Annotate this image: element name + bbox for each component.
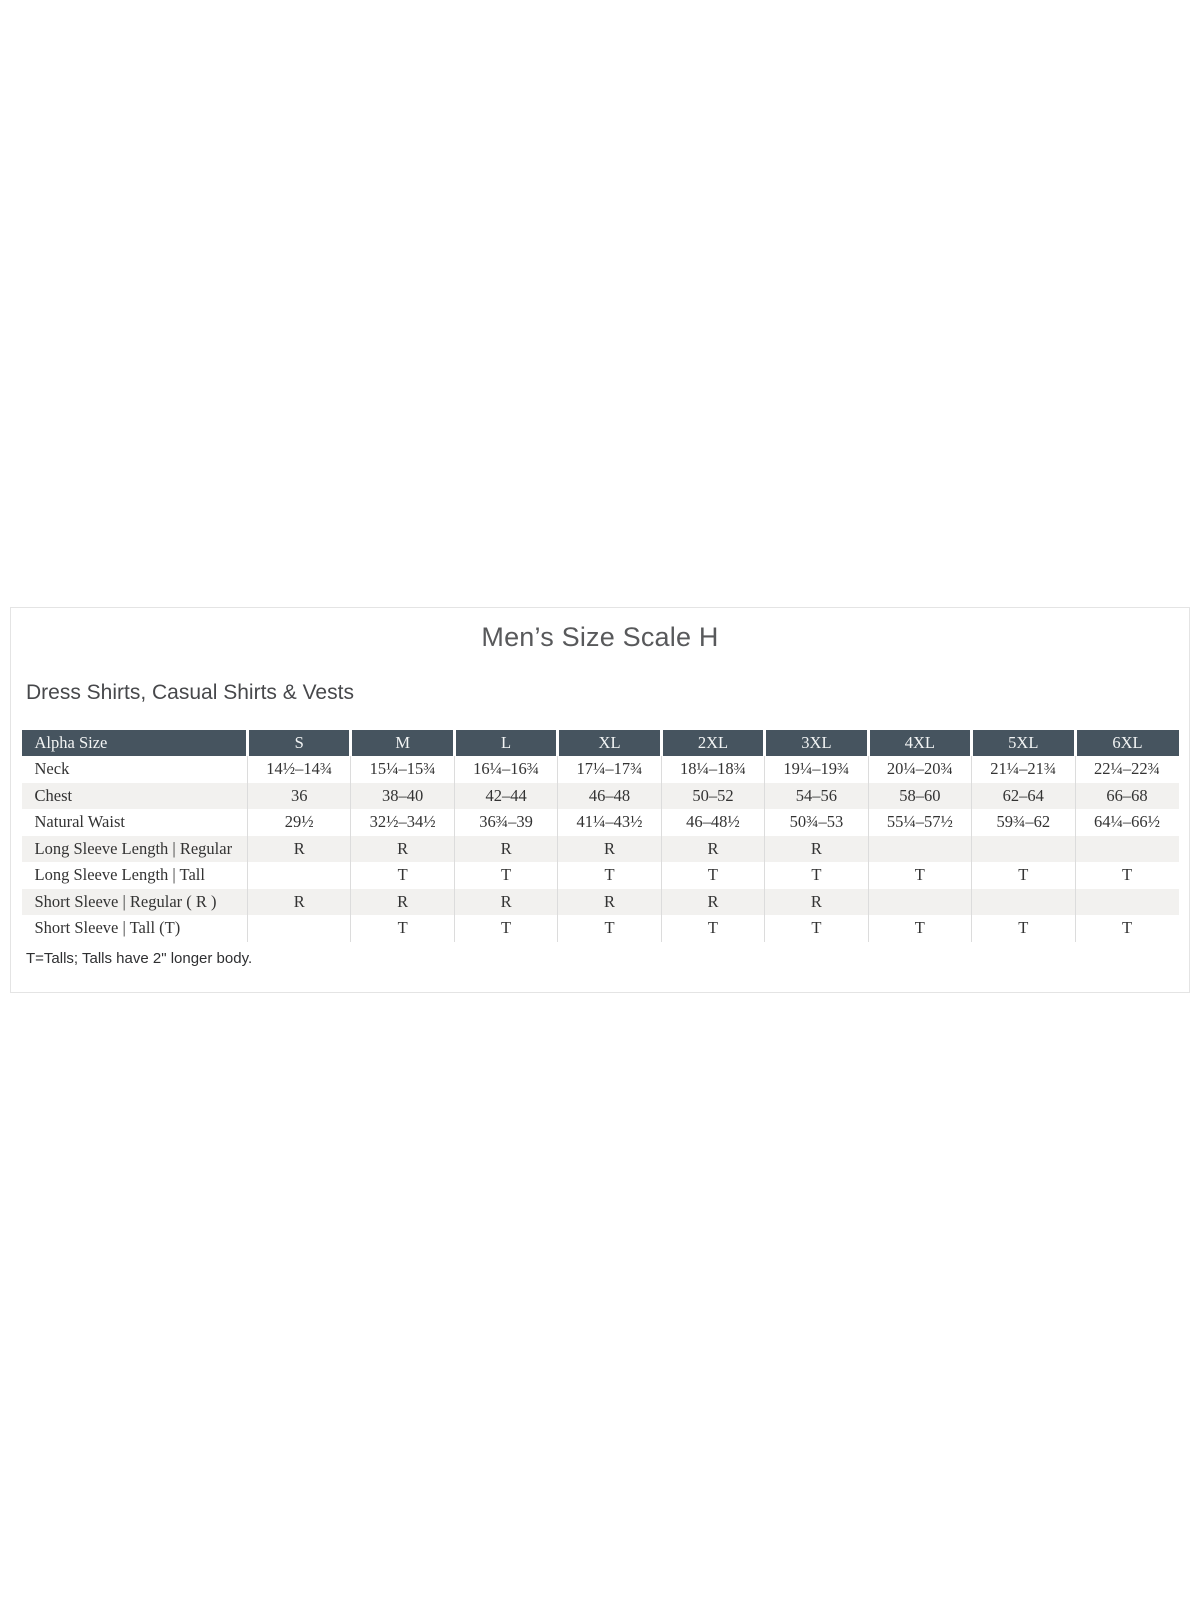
size-chart-panel (10, 607, 1190, 993)
size-column-header: M (351, 730, 454, 756)
size-value-cell: R (765, 836, 868, 863)
size-value-cell: 18¼–18¾ (661, 756, 764, 783)
table-header-row (22, 730, 1179, 756)
row-label: Long Sleeve Length | Tall (22, 862, 248, 889)
size-value-cell: T (558, 862, 661, 889)
size-column-header: 4XL (868, 730, 971, 756)
table-row (22, 862, 1179, 889)
size-value-cell (868, 836, 971, 863)
size-value-cell: 16¼–16¾ (454, 756, 557, 783)
size-value-cell: R (248, 836, 351, 863)
size-value-cell: T (558, 915, 661, 942)
size-value-cell: 19¼–19¾ (765, 756, 868, 783)
size-value-cell: 21¼–21¾ (972, 756, 1075, 783)
size-value-cell: 22¼–22¾ (1075, 756, 1179, 783)
table-row (22, 915, 1179, 942)
row-label: Short Sleeve | Tall (T) (22, 915, 248, 942)
table-row (22, 783, 1179, 810)
size-value-cell: T (351, 915, 454, 942)
size-value-cell: 62–64 (972, 783, 1075, 810)
size-column-header: 6XL (1075, 730, 1179, 756)
size-value-cell: T (454, 862, 557, 889)
size-value-cell: T (868, 862, 971, 889)
size-value-cell: 17¼–17¾ (558, 756, 661, 783)
table-row (22, 809, 1179, 836)
row-label: Chest (22, 783, 248, 810)
table-row (22, 836, 1179, 863)
size-value-cell: 64¼–66½ (1075, 809, 1179, 836)
size-value-cell: R (661, 889, 764, 916)
size-value-cell: T (1075, 915, 1179, 942)
size-value-cell: T (972, 915, 1075, 942)
size-value-cell: 66–68 (1075, 783, 1179, 810)
size-value-cell: 42–44 (454, 783, 557, 810)
size-value-cell: 58–60 (868, 783, 971, 810)
size-column-header: 3XL (765, 730, 868, 756)
table-row (22, 756, 1179, 783)
size-value-cell: R (661, 836, 764, 863)
size-value-cell: 46–48½ (661, 809, 764, 836)
size-value-cell (248, 915, 351, 942)
size-value-cell: 38–40 (351, 783, 454, 810)
size-value-cell: R (558, 889, 661, 916)
size-value-cell: 59¾–62 (972, 809, 1075, 836)
size-value-cell (1075, 836, 1179, 863)
size-value-cell: T (765, 862, 868, 889)
size-value-cell: 50¾–53 (765, 809, 868, 836)
size-value-cell: T (454, 915, 557, 942)
row-label: Short Sleeve | Regular ( R ) (22, 889, 248, 916)
size-value-cell: R (351, 836, 454, 863)
row-header-column-label: Alpha Size (22, 730, 248, 756)
size-value-cell: 50–52 (661, 783, 764, 810)
size-value-cell: 15¼–15¾ (351, 756, 454, 783)
section-subtitle: Dress Shirts, Casual Shirts & Vests (26, 681, 354, 704)
size-value-cell: R (558, 836, 661, 863)
size-column-header: L (454, 730, 557, 756)
size-value-cell (1075, 889, 1179, 916)
size-value-cell: 14½–14¾ (248, 756, 351, 783)
size-value-cell: T (661, 862, 764, 889)
size-value-cell (972, 836, 1075, 863)
size-value-cell: T (351, 862, 454, 889)
size-value-cell: R (248, 889, 351, 916)
size-value-cell: R (454, 836, 557, 863)
size-value-cell (972, 889, 1075, 916)
row-label: Neck (22, 756, 248, 783)
size-value-cell: R (351, 889, 454, 916)
size-value-cell: 32½–34½ (351, 809, 454, 836)
table-row (22, 889, 1179, 916)
size-value-cell: 20¼–20¾ (868, 756, 971, 783)
size-value-cell: 41¼–43½ (558, 809, 661, 836)
size-value-cell: 46–48 (558, 783, 661, 810)
size-value-cell: R (765, 889, 868, 916)
size-table (22, 730, 1179, 942)
page-title: Men’s Size Scale H (481, 622, 719, 652)
size-value-cell: T (1075, 862, 1179, 889)
size-column-header: 2XL (661, 730, 764, 756)
size-value-cell (868, 889, 971, 916)
row-label: Natural Waist (22, 809, 248, 836)
size-column-header: S (248, 730, 351, 756)
size-value-cell: T (661, 915, 764, 942)
size-value-cell: T (972, 862, 1075, 889)
size-value-cell: T (765, 915, 868, 942)
size-value-cell: T (868, 915, 971, 942)
size-value-cell (248, 862, 351, 889)
size-column-header: XL (558, 730, 661, 756)
row-label: Long Sleeve Length | Regular (22, 836, 248, 863)
size-value-cell: R (454, 889, 557, 916)
size-value-cell: 54–56 (765, 783, 868, 810)
footnote: T=Talls; Talls have 2" longer body. (26, 949, 253, 967)
size-value-cell: 36¾–39 (454, 809, 557, 836)
size-value-cell: 36 (248, 783, 351, 810)
size-column-header: 5XL (972, 730, 1075, 756)
size-value-cell: 29½ (248, 809, 351, 836)
size-value-cell: 55¼–57½ (868, 809, 971, 836)
